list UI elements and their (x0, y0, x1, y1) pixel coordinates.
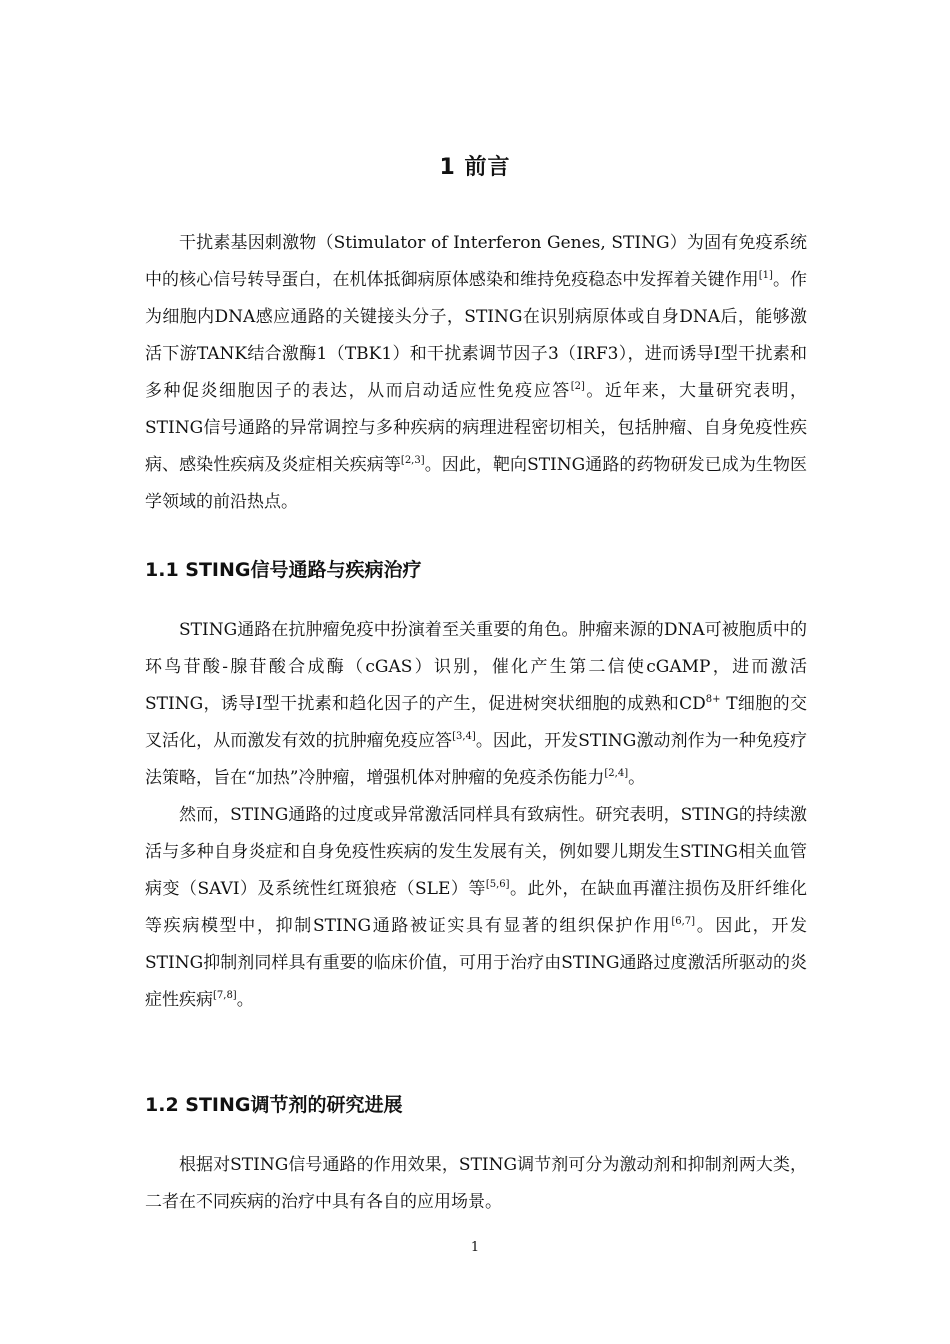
section-heading-1-1: 1.1 STING信号通路与疾病治疗 (145, 559, 422, 581)
paragraph-text: STING通路在抗肿瘤免疫中扮演着至关重要的角色。肿瘤来源的DNA可被胞质中的环鸟苷酸-腺苷酸合成酶（cGAS）识别，催化产生第二信使cGAMP，进而激活STING，诱导I型干扰素和趋化因子的产生，促进树突状细胞的成熟和CD (145, 620, 807, 714)
citation: [7,8] (213, 990, 237, 1001)
chapter-title: 1 前言 (439, 155, 511, 180)
citation: [2,4] (604, 768, 629, 779)
paragraph-text: T细胞的交叉活化，从而激发有效的抗肿瘤免疫应答 (145, 694, 807, 751)
paragraph-text: 然而，STING通路的过度或异常激活同样具有致病性。研究表明，STING的持续激活与多种自身炎症和自身免疫性疾病的发生发展有关，例如婴儿期发生STING相关血管病变（SAVI）及系统性红斑狼疮（SLE）等 (145, 805, 807, 899)
page-number: 1 (470, 1240, 480, 1255)
paragraph-text: 干扰素基因刺激物（Stimulator of Interferon Genes, STING）为固有免疫系统中的核心信号转导蛋白，在机体抵御病原体感染和维持免疫稳态中发挥着关键作用 (145, 233, 807, 290)
citation: [2] (570, 381, 585, 392)
section-paragraph (145, 612, 807, 797)
section-heading-1-2: 1.2 STING调节剂的研究进展 (145, 1094, 403, 1116)
paragraph-text: 。此外，在缺血再灌注损伤及肝纤维化等疾病模型中，抑制STING通路被证实具有显著的组织保护作用 (145, 879, 807, 936)
paragraph-text: 。因此，靶向STING通路的药物研发已成为生物医学领域的前沿热点。 (145, 455, 808, 512)
paragraph-text: 。 (236, 990, 254, 1010)
paragraph-text: 根据对STING信号通路的作用效果，STING调节剂可分为激动剂和抑制剂两大类，二者在不同疾病的治疗中具有各自的应用场景。 (145, 1155, 807, 1212)
paragraph-text: 。因此，开发STING激动剂作为一种免疫疗法策略，旨在“加热”冷肿瘤，增强机体对肿瘤的免疫杀伤能力 (145, 731, 807, 788)
superscript: 8+ (705, 694, 721, 705)
paragraph-text: 。作为细胞内DNA感应通路的关键接头分子，STING在识别病原体或自身DNA后，能够激活下游TANK结合激酶1（TBK1）和干扰素调节因子3（IRF3），进而诱导I型干扰素和多种促炎细胞因子的表达，从而启动适应性免疫应答 (145, 270, 808, 401)
citation: [3,4] (452, 731, 476, 742)
citation: [5,6] (485, 879, 510, 890)
paragraph-text: 。因此，开发STING抑制剂同样具有重要的临床价值，可用于治疗由STING通路过度激活所驱动的炎症性疾病 (145, 916, 808, 1010)
citation: [1] (758, 270, 773, 281)
section-1-1-body (145, 612, 807, 1019)
citation: [6,7] (671, 916, 696, 927)
section-paragraph (145, 1147, 807, 1221)
paragraph-text: 。近年来，大量研究表明，STING信号通路的异常调控与多种疾病的病理进程密切相关，包括肿瘤、自身免疫性疾病、感染性疾病及炎症相关疾病等 (145, 381, 808, 475)
section-1-2-body (145, 1147, 807, 1221)
intro-paragraph (145, 225, 807, 521)
intro-section (145, 225, 807, 521)
section-paragraph (145, 797, 807, 1019)
citation: [2,3] (400, 455, 425, 466)
paragraph-text: 。 (628, 768, 646, 788)
